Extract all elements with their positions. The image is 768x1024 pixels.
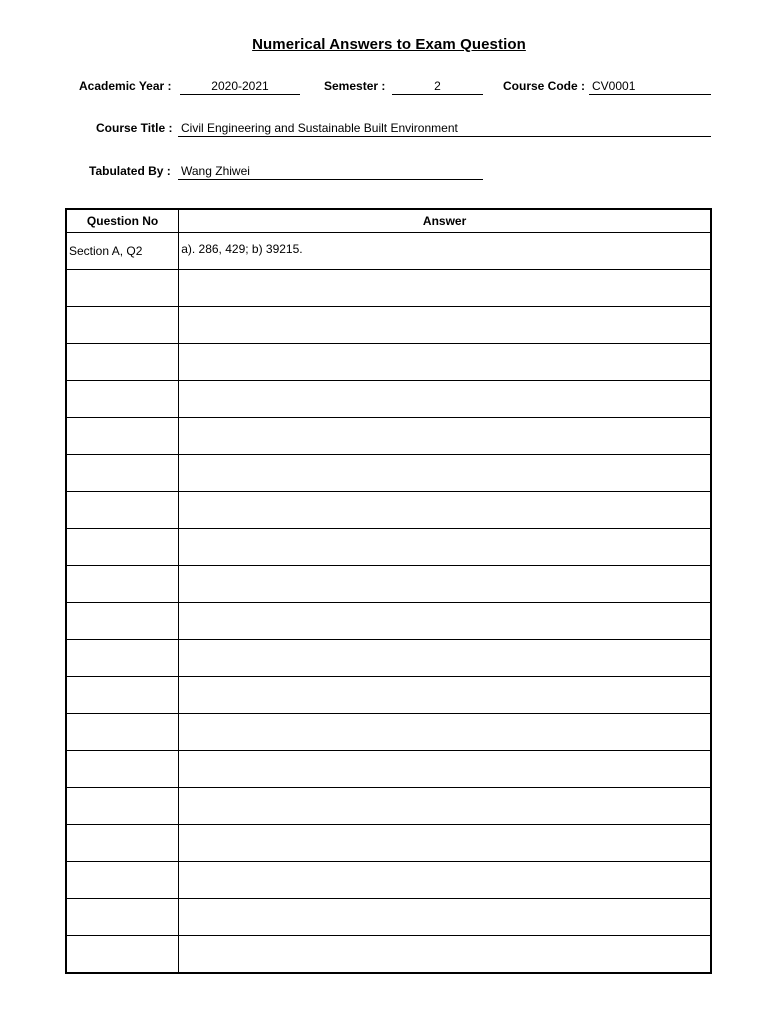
table-row	[66, 751, 711, 788]
question-no-cell[interactable]	[66, 788, 179, 825]
question-no-cell[interactable]	[66, 307, 179, 344]
answer-cell[interactable]	[179, 603, 711, 640]
question-no-cell[interactable]	[66, 270, 179, 307]
question-no-cell[interactable]	[66, 751, 179, 788]
answer-header: Answer	[179, 209, 711, 233]
answer-cell[interactable]	[179, 862, 711, 899]
table-row	[66, 233, 711, 270]
table-row	[66, 788, 711, 825]
course-code-field[interactable]: CV0001	[589, 79, 711, 95]
table-row	[66, 455, 711, 492]
question-no-cell[interactable]	[66, 862, 179, 899]
tabulated-by-label: Tabulated By :	[89, 164, 171, 178]
table-row	[66, 862, 711, 899]
table-row	[66, 936, 711, 974]
answer-table	[65, 208, 712, 974]
answer-cell[interactable]	[179, 307, 711, 344]
course-title-label: Course Title :	[96, 121, 173, 135]
answer-cell[interactable]	[179, 344, 711, 381]
answer-cell[interactable]: a). 286, 429; b) 39215.	[179, 233, 711, 270]
answer-cell[interactable]	[179, 640, 711, 677]
academic-year-label: Academic Year :	[79, 79, 172, 93]
table-row	[66, 825, 711, 862]
question-no-cell[interactable]	[66, 492, 179, 529]
answer-cell[interactable]	[179, 381, 711, 418]
question-no-cell[interactable]	[66, 418, 179, 455]
question-no-cell[interactable]	[66, 936, 179, 974]
table-row	[66, 270, 711, 307]
tabulated-by-field[interactable]: Wang Zhiwei	[178, 164, 483, 180]
answer-cell[interactable]	[179, 677, 711, 714]
question-no-cell[interactable]	[66, 566, 179, 603]
answer-cell[interactable]	[179, 825, 711, 862]
question-no-cell[interactable]	[66, 603, 179, 640]
question-no-cell[interactable]	[66, 714, 179, 751]
academic-year-field[interactable]: 2020-2021	[180, 79, 300, 95]
answer-cell[interactable]	[179, 788, 711, 825]
table-row	[66, 529, 711, 566]
answer-table-body	[66, 233, 711, 974]
question-no-header: Question No	[66, 209, 179, 233]
answer-cell[interactable]	[179, 566, 711, 603]
question-no-cell[interactable]	[66, 677, 179, 714]
table-row	[66, 899, 711, 936]
table-row	[66, 381, 711, 418]
answer-cell[interactable]	[179, 936, 711, 974]
course-code-label: Course Code :	[503, 79, 586, 93]
question-no-cell[interactable]	[66, 529, 179, 566]
answer-cell[interactable]	[179, 751, 711, 788]
question-no-cell[interactable]	[66, 899, 179, 936]
document-title: Numerical Answers to Exam Question	[252, 36, 526, 53]
semester-label: Semester :	[324, 79, 386, 93]
answer-cell[interactable]	[179, 455, 711, 492]
table-row	[66, 566, 711, 603]
table-header-row	[66, 209, 711, 233]
answer-cell[interactable]	[179, 529, 711, 566]
question-no-cell[interactable]	[66, 640, 179, 677]
answer-cell[interactable]	[179, 714, 711, 751]
table-row	[66, 307, 711, 344]
semester-field[interactable]: 2	[392, 79, 483, 95]
table-row	[66, 344, 711, 381]
table-row	[66, 603, 711, 640]
question-no-cell[interactable]	[66, 344, 179, 381]
question-no-cell[interactable]	[66, 825, 179, 862]
course-title-field[interactable]: Civil Engineering and Sustainable Built Environment	[178, 121, 711, 137]
table-row	[66, 714, 711, 751]
question-no-cell[interactable]	[66, 381, 179, 418]
answer-cell[interactable]	[179, 492, 711, 529]
table-row	[66, 640, 711, 677]
question-no-cell[interactable]: Section A, Q2	[66, 233, 179, 270]
answer-cell[interactable]	[179, 270, 711, 307]
question-no-cell[interactable]	[66, 455, 179, 492]
answer-cell[interactable]	[179, 418, 711, 455]
answer-cell[interactable]	[179, 899, 711, 936]
table-row	[66, 677, 711, 714]
table-row	[66, 418, 711, 455]
table-row	[66, 492, 711, 529]
